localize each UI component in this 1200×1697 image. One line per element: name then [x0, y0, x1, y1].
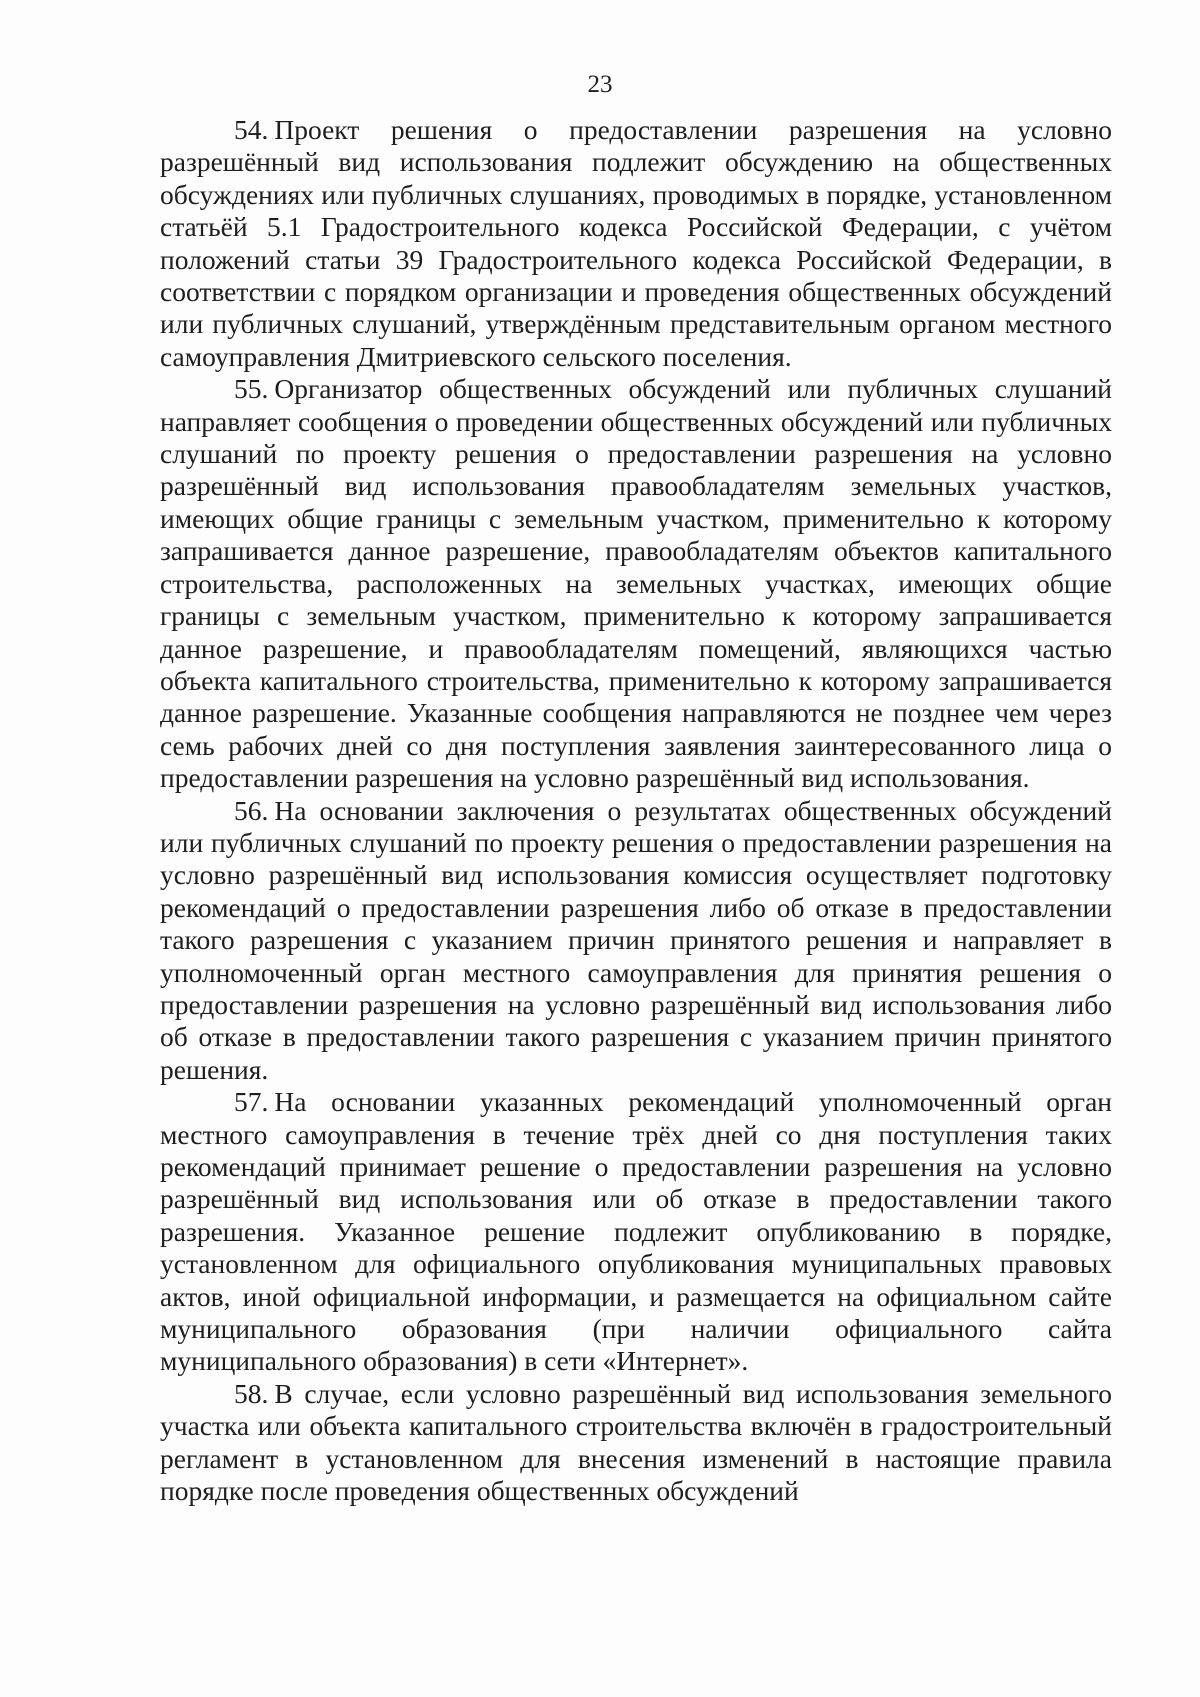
paragraph-text: В случае, если условно разрешённый вид использования земельного участка или объекта капитального строительства включён в градостроительный регламент в установленном для внесения изменений в настоящие правила порядке после проведения общественных обсуждений: [160, 1377, 1112, 1507]
paragraph-number: 57.: [234, 1086, 269, 1118]
paragraph-55: [160, 373, 1112, 794]
paragraph-58: [160, 1378, 1112, 1508]
page-number: 23: [587, 71, 613, 98]
paragraph-number: 56.: [234, 794, 269, 826]
paragraph-56: [160, 795, 1112, 1087]
paragraph-number: 54.: [234, 114, 269, 145]
paragraph-57: [160, 1086, 1112, 1378]
paragraph-54: [160, 114, 1112, 373]
paragraph-text: Организатор общественных обсуждений или публичных слушаний направляет сообщения о проведении общественных обсуждений или публичных слушаний по проекту решения о предоставлении разрешения на условно разрешённый вид использования правообладателям земельных участков, имеющих общие границы с земельным участком, применительно к которому запрашивается данное разрешение, правообладателям объектов капитального строительства, расположенных на земельных участках, имеющих общие границы с земельным участком, применительно к которому запрашивается данное разрешение, и правообладателям помещений, являющихся частью объекта капитального строительства, применительно к которому запрашивается данное разрешение. Указанные сообщения направляются не позднее чем через семь рабочих дней со дня поступления заявления заинтересованного лица о предоставлении разрешения на условно разрешённый вид использования.: [160, 373, 1112, 794]
paragraph-number: 55.: [234, 373, 269, 405]
paragraph-number: 58.: [234, 1377, 269, 1409]
paragraph-text: На основании заключения о результатах общественных обсуждений или публичных слушаний по проекту решения о предоставлении разрешения на условно разрешённый вид использования комиссия осуществляет подготовку рекомендаций о предоставлении разрешения либо об отказе в предоставлении такого разрешения с указанием причин принятого решения и направляет в уполномоченный орган местного самоуправления для принятия решения о предоставлении разрешения на условно разрешённый вид использования либо об отказе в предоставлении такого разрешения с указанием причин принятого решения.: [160, 794, 1112, 1085]
paragraph-text: На основании указанных рекомендаций уполномоченный орган местного самоуправления в течение трёх дней со дня поступления таких рекомендаций принимает решение о предоставлении разрешения на условно разрешённый вид использования или об отказе в предоставлении такого разрешения. Указанное решение подлежит опубликованию в порядке, установленном для официального опубликования муниципальных правовых актов, иной официальной информации, и размещается на официальном сайте муниципального образования (при наличии официального сайта муниципального образования) в сети «Интернет».: [160, 1086, 1112, 1377]
paragraph-text: Проект решения о предоставлении разрешения на условно разрешённый вид использования подлежит обсуждению на общественных обсуждениях или публичных слушаниях, проводимых в порядке, установленном статьёй 5.1 Градостроительного кодекса Российской Федерации, с учётом положений статьи 39 Градостроительного кодекса Российской Федерации, в соответствии с порядком организации и проведения общественных обсуждений или публичных слушаний, утверждённым представительным органом местного самоуправления Дмитриевского сельского поселения.: [160, 114, 1112, 372]
document-body: [160, 114, 1112, 1507]
